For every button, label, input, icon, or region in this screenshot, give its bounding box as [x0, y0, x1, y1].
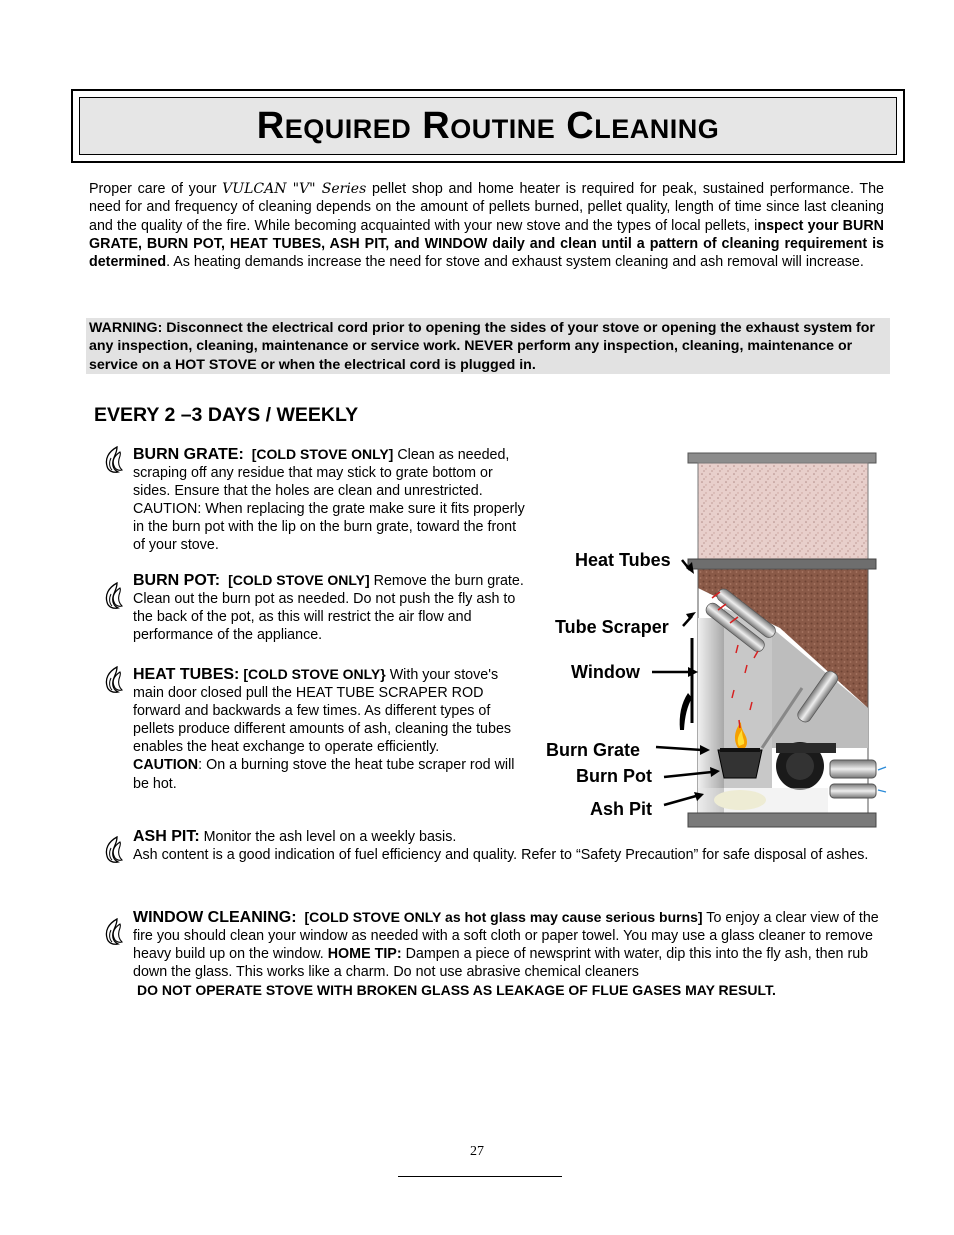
- footer-rule: [398, 1176, 562, 1177]
- heat-tubes-tag: [COLD STOVE ONLY}: [243, 666, 386, 682]
- burn-pot-tag: [COLD STOVE ONLY]: [228, 572, 370, 588]
- home-tip-text: Dampen a piece of newsprint with water, dip this into the fly ash, then rub down the glass. This works like a charm. Do not use abrasive chemical cleaners: [133, 946, 869, 981]
- burn-grate-heading: BURN GRATE: [133, 446, 239, 463]
- heat-tubes-caution-label: CAUTION: [133, 757, 199, 774]
- heat-tubes-text: With your stove's main door closed pull the HEAT TUBE SCRAPER ROD forward and backwards a few times. As different types of pellets produce different amounts of ash, cleaning the tubes enables the heat exchange to operate efficiently.: [133, 667, 512, 756]
- flame-bullet-icon: [103, 582, 125, 610]
- stove-cutaway-diagram: [540, 448, 900, 833]
- burn-grate-item: [133, 445, 529, 555]
- ash-pit-text-2: Ash content is a good indication of fuel efficiency and quality. Refer to “Safety Precaution” for safe disposal of ashes.: [133, 847, 869, 864]
- warning-box: WARNING: Disconnect the electrical cord prior to opening the sides of your stove or opening the exhaust system for any inspection, cleaning, maintenance or service work. NEVER perform any inspection, cleaning, maintenance or service on a HOT STOVE or when the electrical cord is plugged in.: [86, 318, 890, 374]
- burn-grate-colon: :: [238, 446, 244, 463]
- broken-glass-warning: DO NOT OPERATE STOVE WITH BROKEN GLASS AS LEAKAGE OF FLUE GASES MAY RESULT.: [136, 982, 776, 999]
- window-cleaning-heading: WINDOW CLEANING:: [133, 909, 297, 926]
- intro-text-3: . As heating demands increase the need for stove and exhaust system cleaning and ash removal will increase.: [166, 254, 864, 271]
- label-tube-scraper: Tube Scraper: [555, 617, 669, 637]
- burn-pot-text: Remove the burn grate. Clean out the burn pot as needed. Do not push the fly ash to the back of the pot, as this will restrict the air flow and performance of the appliance.: [133, 573, 524, 644]
- series-name: VULCAN "V" Series: [222, 181, 367, 197]
- burn-pot-item: [133, 571, 529, 644]
- title-banner: [79, 97, 897, 155]
- intro-bold: nspect your BURN GRATE, BURN POT, HEAT TUBES, ASH PIT, and WINDOW daily and clean until a pattern of cleaning requirement is determined: [89, 217, 884, 271]
- heat-tubes-caution-text: : On a burning stove the heat tube scraper rod will be hot.: [133, 757, 515, 792]
- burn-grate-tag: [COLD STOVE ONLY]: [251, 446, 394, 462]
- flame-bullet-icon: [103, 446, 125, 474]
- heat-tubes-heading: HEAT TUBES:: [133, 666, 240, 683]
- window-cleaning-text: To enjoy a clear view of the fire you should clean your window as needed with a soft cloth or paper towel. You may use a glass cleaner to remove heavy build up on the window.: [133, 910, 879, 963]
- window-cleaning-tag: [COLD STOVE ONLY as hot glass may cause serious burns]: [304, 909, 703, 925]
- ash-pit-text: Monitor the ash level on a weekly basis.: [199, 829, 457, 845]
- intro-text-1: Proper care of your: [89, 181, 223, 197]
- label-ash-pit: Ash Pit: [590, 799, 653, 819]
- flame-bullet-icon: [103, 666, 125, 694]
- label-burn-pot: Burn Pot: [576, 766, 652, 786]
- page-title: Required Routine Cleaning: [256, 104, 720, 147]
- title-box: [71, 89, 905, 163]
- label-burn-grate: Burn Grate: [546, 740, 641, 760]
- page-number: 27: [470, 1144, 484, 1159]
- ash-pit-item: [133, 828, 883, 864]
- window-cleaning-item: [133, 908, 883, 1000]
- burn-grate-text: Clean as needed, scraping off any residue that may stick to grate bottom or sides. Ensure that the holes are clean and unrestricted. CAUTION: When replacing the grate make sure it fits properly in the burn pot with the lip on the burn grate, toward the front of your stove.: [133, 447, 525, 554]
- section-heading: EVERY 2 –3 DAYS / WEEKLY: [94, 404, 359, 426]
- ash-pit-heading: ASH PIT:: [133, 828, 200, 845]
- flame-bullet-icon: [103, 836, 125, 864]
- intro-text-2: pellet shop and home heater is required for peak, sustained performance. The need for and frequency of cleaning depends on the amount of pellets burned, pellet quality, length of time since last cleaning and the quality of the fire. While becoming acquainted with your new stove and the types of local pellets, i: [89, 181, 884, 234]
- flame-bullet-icon: [103, 918, 125, 946]
- home-tip-label: HOME TIP:: [327, 946, 402, 963]
- label-window: Window: [571, 662, 640, 682]
- burn-pot-heading: BURN POT:: [133, 572, 221, 589]
- label-heat-tubes: Heat Tubes: [575, 550, 671, 570]
- intro-paragraph: [89, 180, 884, 271]
- heat-tubes-item: [133, 665, 529, 793]
